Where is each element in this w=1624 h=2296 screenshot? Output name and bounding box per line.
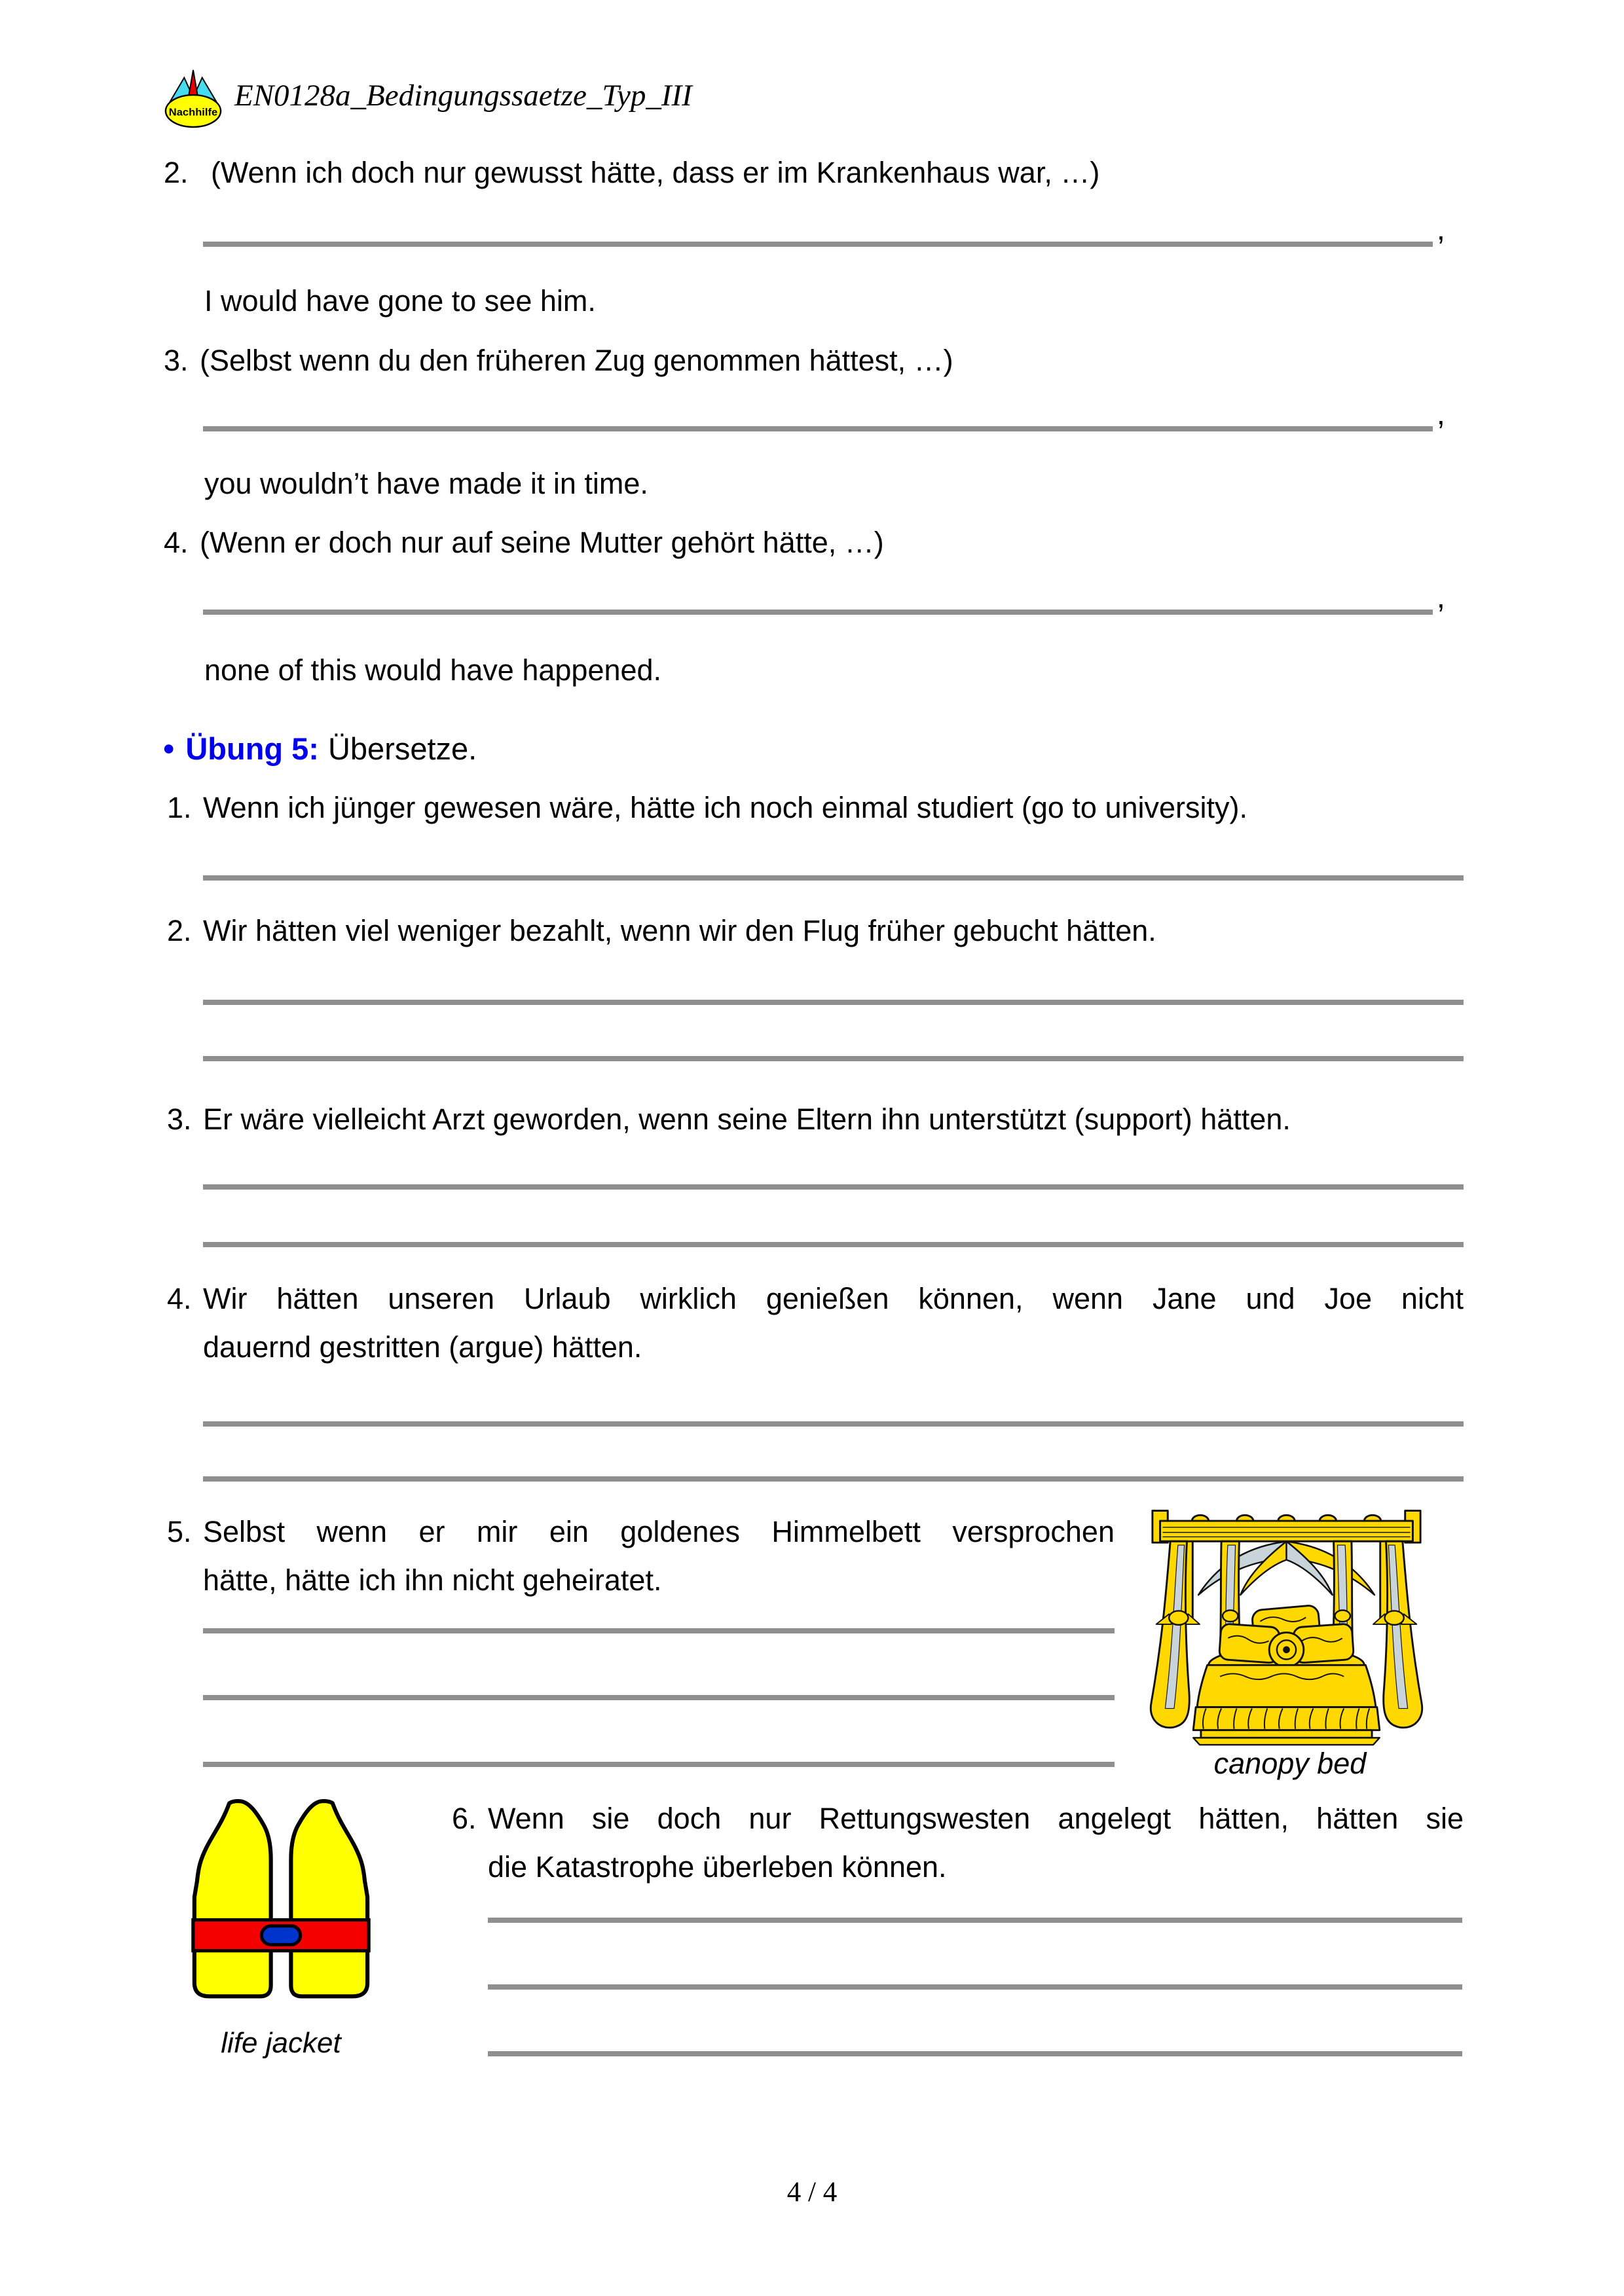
page-number: 4 / 4 (786, 2177, 838, 2208)
item-number: 6. (452, 1802, 477, 1835)
item-prompt: (Wenn ich doch nur gewusst hätte, dass er im Krankenhaus war, …) (211, 156, 1100, 189)
line-comma: , (1437, 212, 1445, 246)
canopy-bed-caption: canopy bed (1213, 1747, 1367, 1780)
answer-line (203, 1184, 1464, 1190)
answer-line (203, 1000, 1464, 1005)
translate-item (452, 1795, 1464, 1891)
answer-line (488, 1918, 1462, 1923)
answer-line (203, 426, 1433, 431)
translate-item (167, 907, 1464, 955)
item-number: 2. (164, 156, 189, 189)
item-number: 3. (164, 344, 189, 377)
item-prompt: (Selbst wenn du den früheren Zug genommen hättest, …) (200, 344, 953, 377)
item-text: Wir hätten viel weniger bezahlt, wenn wir den Flug früher gebucht hätten. (203, 914, 1156, 947)
line-comma: , (1437, 397, 1445, 431)
life-jacket-caption: life jacket (221, 2027, 341, 2059)
exercise-item (164, 519, 1464, 567)
uebung5-label: Übung 5: (185, 731, 319, 766)
exercise-item (164, 149, 1464, 197)
item-number: 5. (167, 1515, 192, 1548)
item-prompt: (Wenn er doch nur auf seine Mutter gehört hätte, …) (200, 526, 884, 559)
answer-line (488, 2051, 1462, 2056)
exercise-item (164, 337, 1464, 385)
answer-line (488, 1984, 1462, 1990)
answer-line (203, 1762, 1115, 1767)
uebung5-instruction: Übersetze. (327, 731, 477, 766)
bullet-icon: ● (162, 736, 175, 759)
translate-item (167, 1095, 1464, 1144)
item-text-line: Wenn sie doch nur Rettungswesten angelegt hätten, hätten sie (488, 1802, 1464, 1835)
translate-item (167, 1508, 1115, 1605)
translate-item (167, 1275, 1464, 1372)
item-text: Er wäre vielleicht Arzt geworden, wenn seine Eltern ihn unterstützt (support) hätten. (203, 1102, 1291, 1136)
item-number: 1. (167, 791, 192, 824)
answer-line (203, 1056, 1464, 1061)
item-text-line: Selbst wenn er mir ein goldenes Himmelbett versprochen (203, 1515, 1115, 1548)
item-completion: none of this would have happened. (204, 653, 662, 687)
answer-line (203, 1695, 1115, 1700)
nachhilfe-logo-icon (164, 64, 223, 130)
item-number: 4. (164, 526, 189, 559)
answer-line (203, 1628, 1115, 1633)
item-text-line: Wir hätten unseren Urlaub wirklich genießen können, wenn Jane und Joe nicht (203, 1282, 1464, 1315)
item-number: 4. (167, 1282, 192, 1315)
answer-line (203, 1421, 1464, 1427)
answer-line (203, 1242, 1464, 1247)
life-jacket-image (170, 1795, 392, 2016)
item-text-line: dauernd gestritten (argue) hätten. (203, 1330, 642, 1364)
document-title: EN0128a_Bedingungssaetze_Typ_III (234, 79, 692, 113)
item-text: Wenn ich jünger gewesen wäre, hätte ich noch einmal studiert (go to university). (203, 791, 1247, 824)
item-completion: you wouldn’t have made it in time. (204, 467, 648, 500)
answer-line (203, 875, 1464, 881)
item-completion: I would have gone to see him. (204, 284, 596, 318)
translate-item (167, 784, 1464, 832)
answer-line (203, 610, 1433, 615)
answer-line (203, 242, 1433, 247)
line-comma: , (1437, 580, 1445, 614)
item-text-line: hätte, hätte ich ihn nicht geheiratet. (203, 1563, 662, 1597)
item-number: 2. (167, 914, 192, 947)
logo-text: Nachhilfe (168, 107, 218, 118)
answer-line (203, 1476, 1464, 1482)
canopy-bed-image (1121, 1498, 1452, 1747)
uebung5-heading (162, 723, 477, 773)
item-number: 3. (167, 1102, 192, 1136)
item-text-line: die Katastrophe überleben können. (488, 1850, 947, 1884)
